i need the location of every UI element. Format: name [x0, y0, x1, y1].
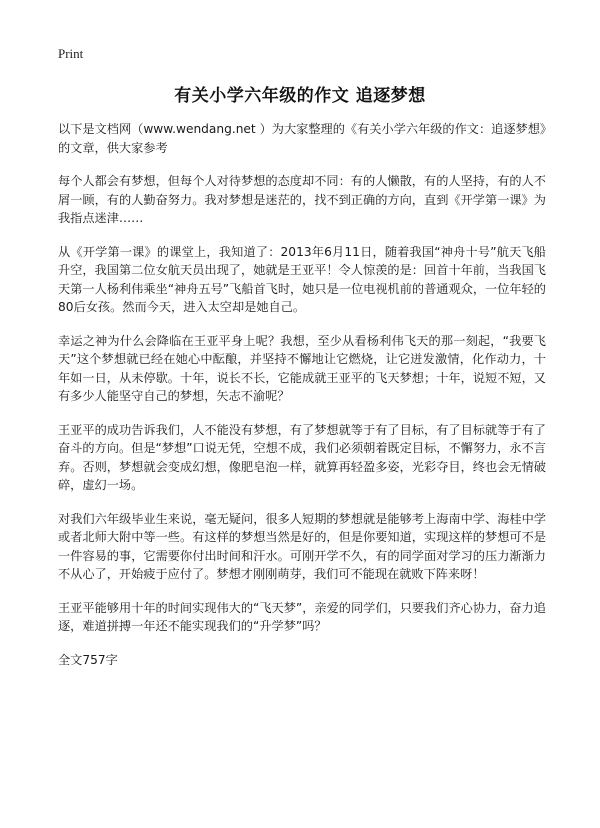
intro-paragraph: 以下是文档网（www.wendang.net ）为大家整理的《有关小学六年级的作文：追逐梦想》的文章，供大家参考: [58, 122, 546, 155]
body-paragraph-1: 每个人都会有梦想，但每个人对待梦想的态度却不同：有的人懒散，有的人坚持，有的人不屑一顾，有的人勤奋努力。我对梦想是迷茫的，找不到正确的方向，直到《开学第一课》为我指点迷津……: [58, 174, 546, 225]
body-paragraph-2: 从《开学第一课》的课堂上，我知道了：2013年6月11日，随着我国“神舟十号”航天飞船升空，我国第二位女航天员出现了，她就是王亚平！令人惊羡的是：回首十年前，当我国飞天第一人杨利伟乘坐“神舟五号”飞船首飞时，她只是一位电视机前的普通观众，一位年轻的80后女孩。然而今天，进入太空却是她自己。: [58, 244, 546, 314]
body-paragraph-4: 王亚平的成功告诉我们，人不能没有梦想，有了梦想就等于有了目标，有了目标就等于有了奋斗的方向。但是“梦想”口说无凭，空想不成，我们必须朝着既定目标，不懈努力，永不言弃。否则，梦想就会变成幻想，像肥皂泡一样，就算再轻盈多姿，光彩夺目，终也会无情破碎，虚幻一场。: [58, 422, 546, 492]
print-link[interactable]: Print: [58, 46, 84, 61]
body-paragraph-5: 对我们六年级毕业生来说，毫无疑问，很多人短期的梦想就是能够考上海南中学、海桂中学或者北师大附中等一些。有这样的梦想当然是好的，但是你要知道，实现这样的梦想可不是一件容易的事，它需要你付出时间和汗水。可刚开学不久，有的同学面对学习的压力渐渐力不从心了，开始疲于应付了。梦想才刚刚萌芽，我们可不能现在就败下阵来呀！: [58, 511, 546, 581]
word-count: 全文757字: [58, 652, 118, 667]
document-body: [58, 120, 546, 669]
document-title: 有关小学六年级的作文 追逐梦想: [174, 86, 426, 106]
body-paragraph-6: 王亚平能够用十年的时间实现伟大的“飞天梦”，亲爱的同学们，只要我们齐心协力，奋力追逐，难道拼搏一年还不能实现我们的“升学梦”吗？: [58, 600, 546, 633]
body-paragraph-3: 幸运之神为什么会降临在王亚平身上呢？我想，至少从看杨利伟飞天的那一刻起，“我要飞天”这个梦想就已经在她心中酝酿，并坚持不懈地让它燃烧，让它迸发激情，化作动力，十年如一日，从未停歇。十年，说长不长，它能成就王亚平的飞天梦想；十年，说短不短，又有多少人能坚守自己的梦想，矢志不渝呢？: [58, 333, 546, 403]
